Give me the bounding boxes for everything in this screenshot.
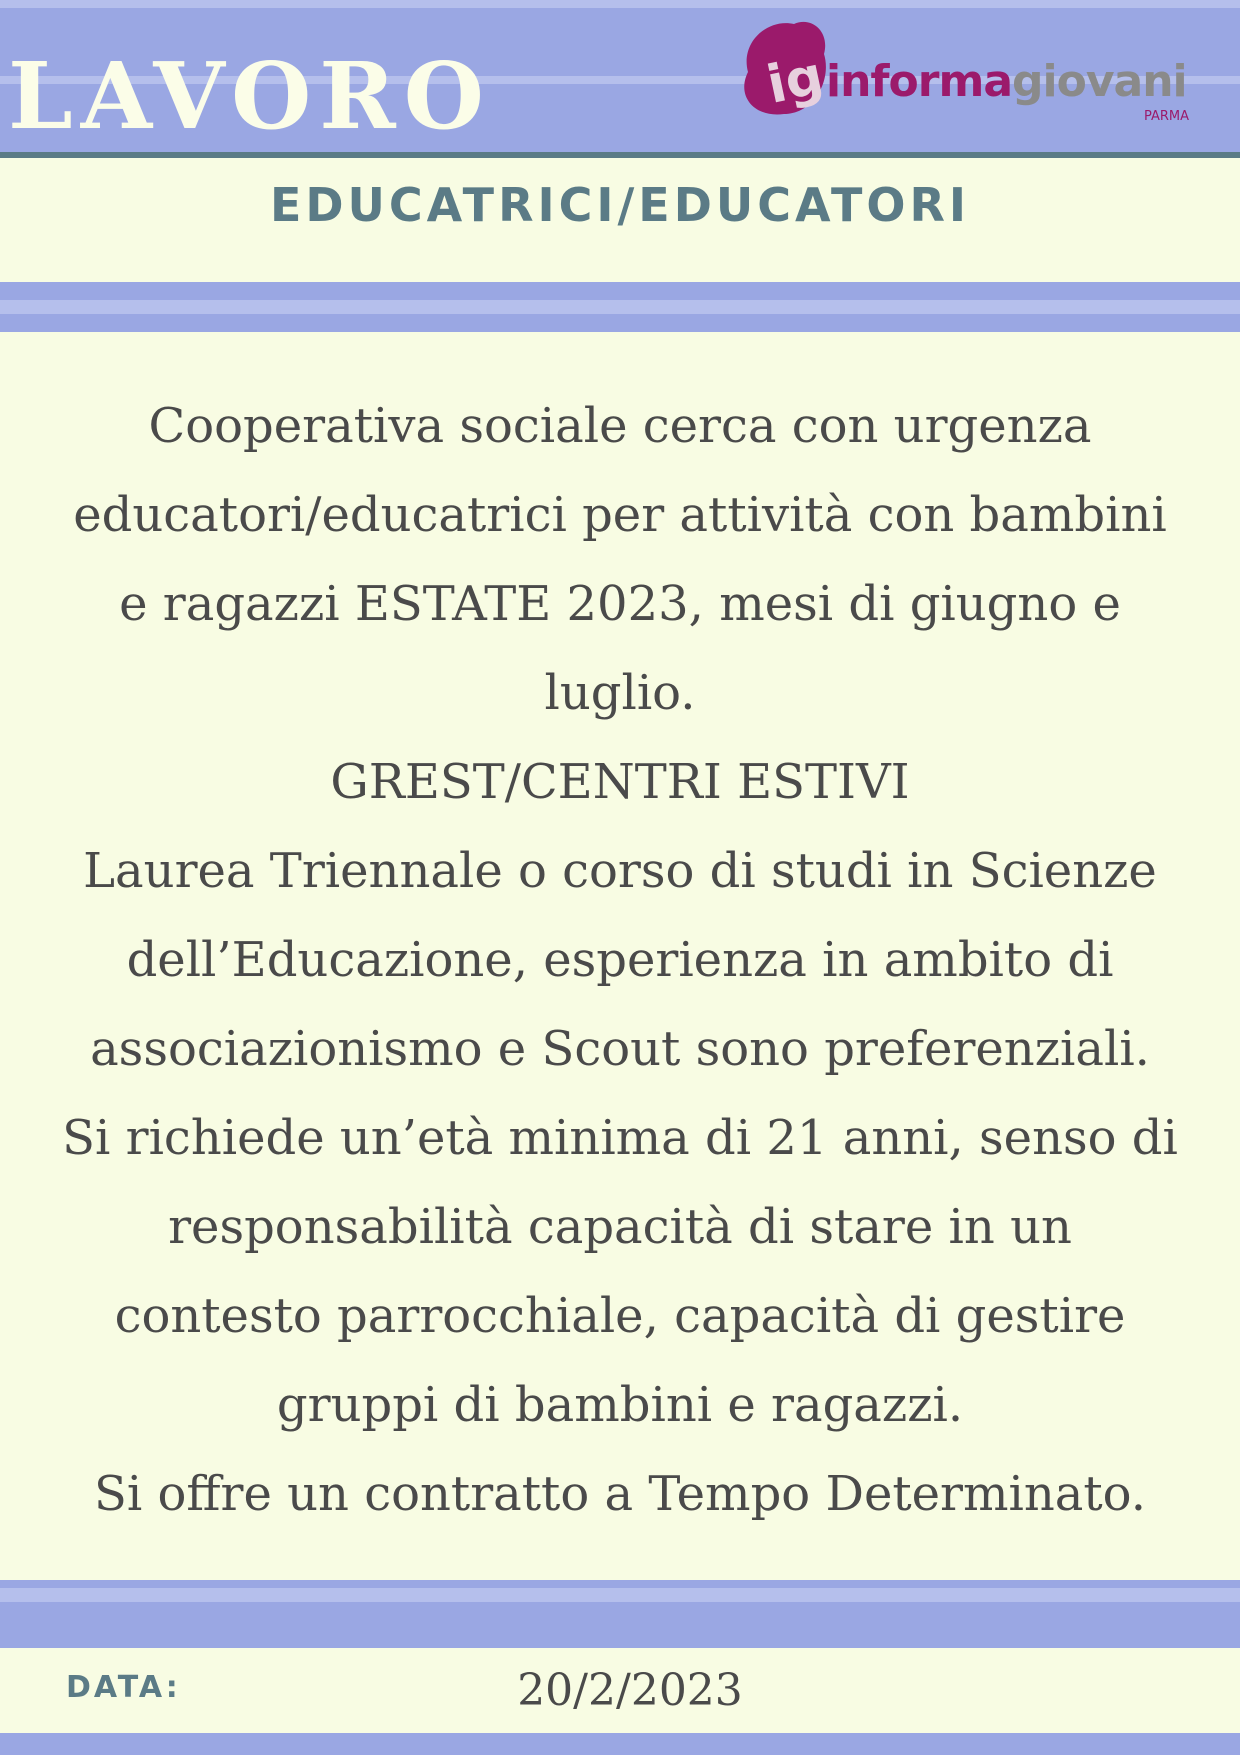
- brand-city: PARMA: [1144, 109, 1190, 124]
- svg-text:informagiovani: [826, 56, 1187, 107]
- body-line: e ragazzi ESTATE 2023, mesi di giugno e: [119, 576, 1121, 632]
- body-line: Cooperativa sociale cerca con urgenza: [148, 398, 1092, 454]
- header-divider: [0, 152, 1240, 158]
- section-title: EDUCATRICI/EDUCATORI: [269, 178, 971, 232]
- divider-stripe: [0, 1588, 1240, 1602]
- divider-band-bottom: [0, 1580, 1240, 1648]
- divider-band-top: [0, 282, 1240, 332]
- body-line: GREST/CENTRI ESTIVI: [330, 754, 910, 810]
- body-line: associazionismo e Scout sono preferenziali.: [90, 1021, 1150, 1077]
- brand-name-part2: giovani: [1012, 56, 1187, 107]
- header-stripe: [0, 0, 1240, 8]
- brand-initials: ig: [762, 45, 829, 116]
- job-description: [0, 382, 1240, 1539]
- body-line: responsabilità capacità di stare in un: [168, 1199, 1072, 1255]
- date-label: DATA:: [66, 1670, 181, 1705]
- body-line: dell’Educazione, esperienza in ambito di: [126, 932, 1114, 988]
- category-title: LAVORO: [8, 42, 492, 150]
- date-value: 20/2/2023: [517, 1665, 743, 1716]
- informagiovani-logo: [728, 14, 1198, 124]
- divider-stripe: [0, 300, 1240, 314]
- body-line: gruppi di bambini e ragazzi.: [276, 1377, 964, 1433]
- ig-logo-mark: [744, 22, 828, 116]
- header-band: [0, 0, 1240, 152]
- footer-band: [0, 1733, 1240, 1755]
- body-line: educatori/educatrici per attività con bambini: [73, 487, 1167, 543]
- body-line: Si offre un contratto a Tempo Determinato.: [94, 1466, 1146, 1522]
- body-line: luglio.: [544, 665, 696, 721]
- body-line: contesto parrocchiale, capacità di gestire: [114, 1288, 1126, 1344]
- brand-name-part1: informa: [826, 56, 1013, 107]
- body-line: Laurea Triennale o corso di studi in Scienze: [83, 843, 1157, 899]
- body-line: Si richiede un’età minima di 21 anni, senso di: [62, 1110, 1178, 1166]
